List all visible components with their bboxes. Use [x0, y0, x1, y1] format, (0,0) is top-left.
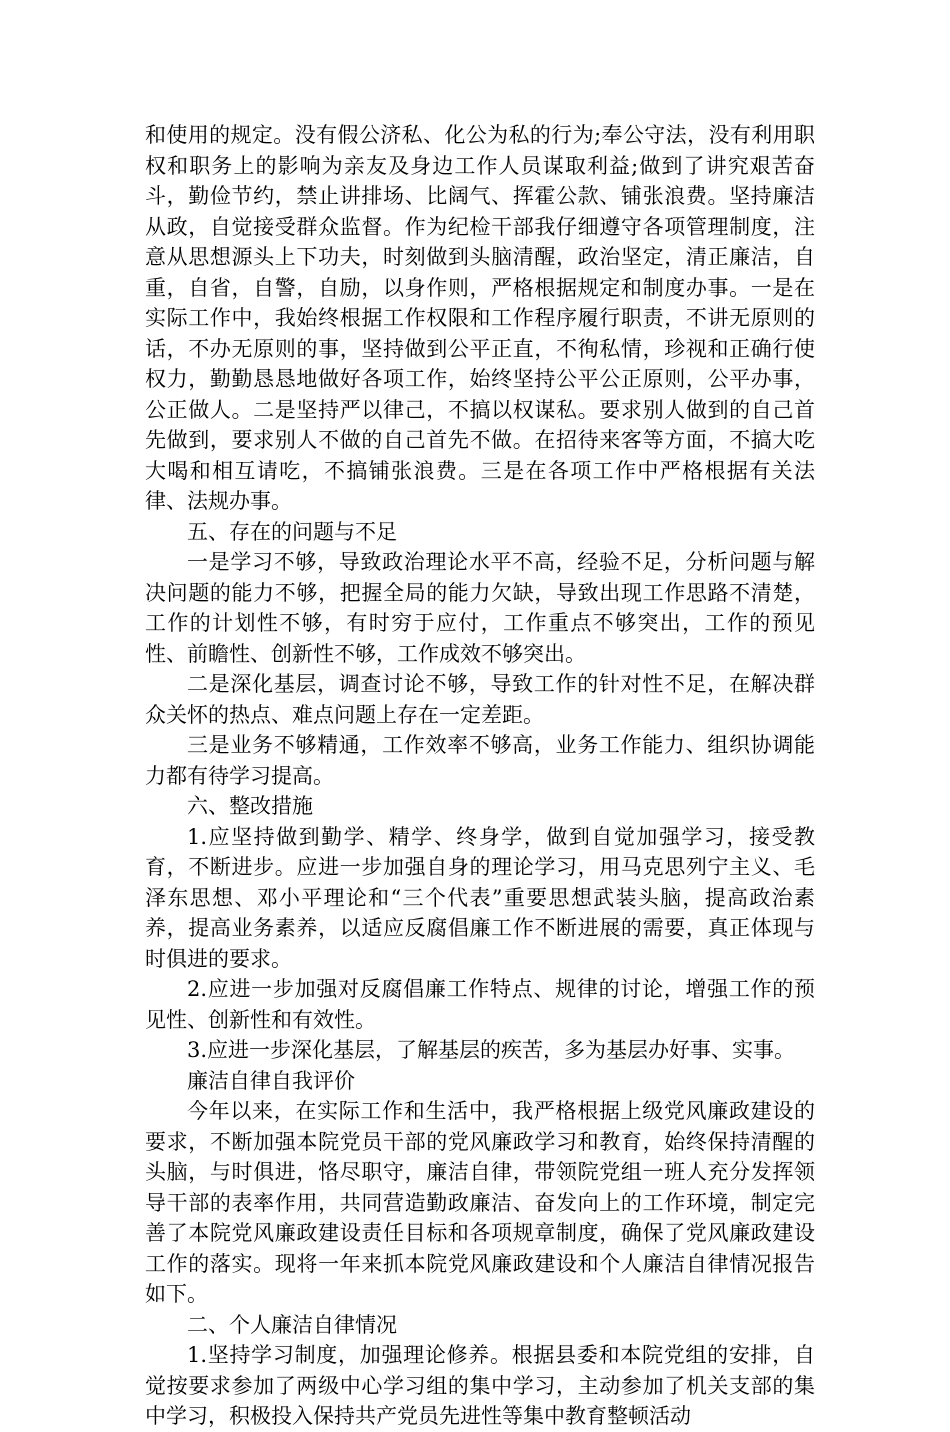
paragraph-measure-1: 1.应坚持做到勤学、精学、终身学，做到自觉加强学习，接受教育，不断进步。应进一步加强自身的理论学习，用马克思列宁主义、毛泽东思想、邓小平理论和“三个代表”重要思想武装头脑，提高政治素养，提高业务素养，以适应反腐倡廉工作不断进展的需要，真正体现与时俱进的要求。	[145, 824, 815, 971]
paragraph-measure-3: 3.应进一步深化基层，了解基层的疾苦，多为基层办好事、实事。	[187, 1038, 796, 1062]
paragraph-problem-3: 三是业务不够精通，工作效率不够高，业务工作能力、组织协调能力都有待学习提高。	[145, 733, 815, 788]
document-page	[145, 120, 815, 1432]
heading-self-evaluation: 廉洁自律自我评价	[187, 1068, 355, 1093]
paragraph-measure-2: 2.应进一步加强对反腐倡廉工作特点、规律的讨论，增强工作的预见性、创新性和有效性。	[145, 977, 815, 1032]
paragraph-study-system: 1.坚持学习制度，加强理论修养。根据县委和本院党组的安排，自觉按要求参加了两级中心学习组的集中学习，主动参加了机关支部的集中学习，积极投入保持共产党员先进性等集中教育整顿活动	[145, 1343, 815, 1428]
heading-measures: 六、整改措施	[187, 794, 313, 818]
paragraph-conduct-rules: 和使用的规定。没有假公济私、化公为私的行为;奉公守法，没有利用职权和职务上的影响为亲友及身边工作人员谋取利益;做到了讲究艰苦奋斗，勤俭节约，禁止讲排场、比阔气、挥霍公款、铺张浪费。坚持廉洁从政，自觉接受群众监督。作为纪检干部我仔细遵守各项管理制度，注意从思想源头上下功夫，时刻做到头脑清醒，政治坚定，清正廉洁，自重，自省，自警，自励，以身作则，严格根据规定和制度办事。一是在实际工作中，我始终根据工作权限和工作程序履行职责，不讲无原则的话，不办无原则的事，坚持做到公平正直，不徇私情，珍视和正确行使权力，勤勤恳恳地做好各项工作，始终坚持公平公正原则，公平办事，公正做人。二是坚持严以律己，不搞以权谋私。要求别人做到的自己首先做到，要求别人不做的自己首先不做。在招待来客等方面，不搞大吃大喝和相互请吃，不搞铺张浪费。三是在各项工作中严格根据有关法律、法规办事。	[145, 123, 815, 513]
paragraph-problem-1: 一是学习不够，导致政治理论水平不高，经验不足，分析问题与解决问题的能力不够，把握全局的能力欠缺，导致出现工作思路不清楚，工作的计划性不够，有时穷于应付，工作重点不够突出，工作的预见性、前瞻性、创新性不够，工作成效不够突出。	[145, 550, 815, 666]
heading-problems: 五、存在的问题与不足	[187, 519, 397, 544]
paragraph-problem-2: 二是深化基层，调查讨论不够，导致工作的针对性不足，在解决群众关怀的热点、难点问题上存在一定差距。	[145, 672, 815, 727]
heading-personal-integrity: 二、个人廉洁自律情况	[187, 1312, 397, 1337]
paragraph-self-evaluation-intro: 今年以来，在实际工作和生活中，我严格根据上级党风廉政建设的要求，不断加强本院党员干部的党风廉政学习和教育，始终保持清醒的头脑，与时俱进，恪尽职守，廉洁自律，带领院党组一班人充分发挥领导干部的表率作用，共同营造勤政廉洁、奋发向上的工作环境，制定完善了本院党风廉政建设责任目标和各项规章制度，确保了党风廉政建设工作的落实。现将一年来抓本院党风廉政建设和个人廉洁自律情况报告如下。	[145, 1099, 815, 1306]
